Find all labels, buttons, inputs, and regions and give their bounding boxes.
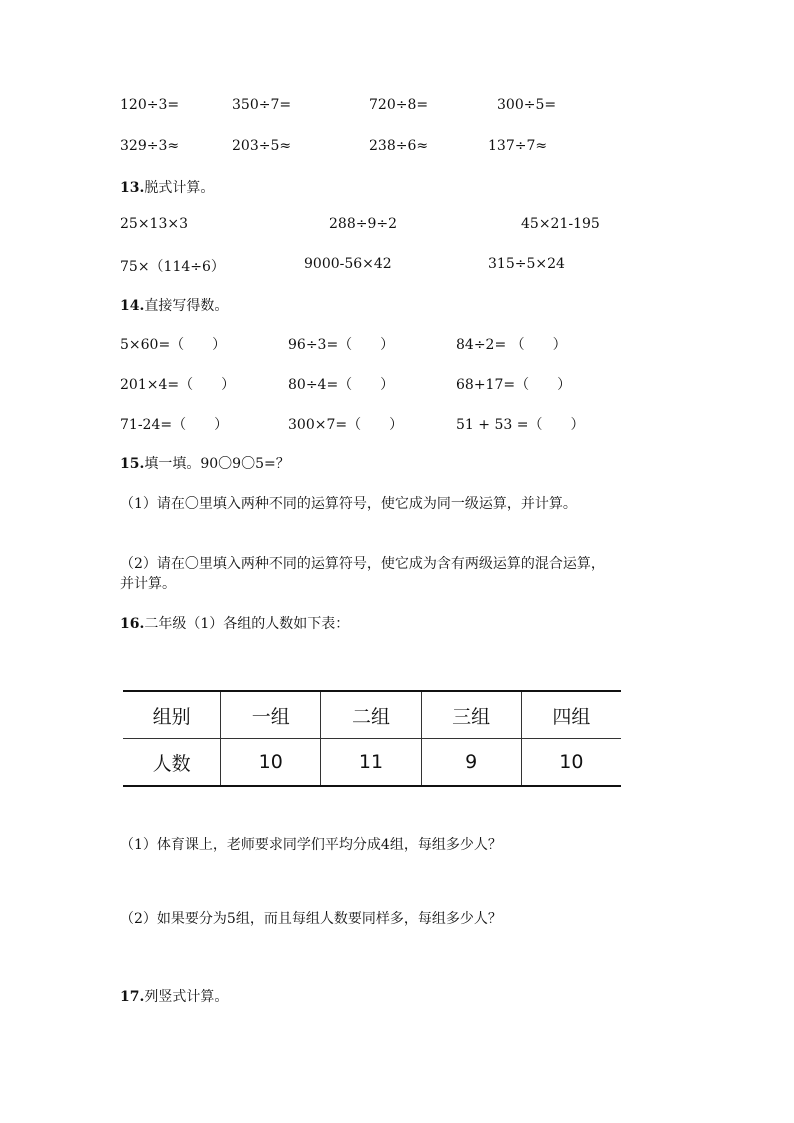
q14-row-1 [0,334,794,354]
question-title: 脱式计算。 [144,180,215,196]
question-title: 二年级（1）各组的人数如下表： [144,616,350,632]
table-header-cell: 二组 [321,691,421,739]
division-item: 238÷6≈ [369,138,429,154]
q15-subquestion-2-line-1: （2）请在〇里填入两种不同的运算符号，使它成为含有两级运算的混合运算， [120,556,605,572]
question-title: 直接写得数。 [144,298,229,314]
q16-subquestion-2: （2）如果要分为5组，而且每组人数要同样多，每组多少人？ [120,911,502,927]
question-number: 15. [120,456,145,472]
question-title: 填一填。90〇9〇5=？ [144,456,290,472]
answer-blank-item: 84÷2= （ ） [456,337,567,353]
answer-blank-item: 5×60=（ ） [120,337,227,353]
expression: 315÷5×24 [488,256,565,272]
group-count-table [123,690,621,787]
answer-blank-item: 300×7=（ ） [288,417,404,433]
question-number: 14. [120,298,145,314]
division-row-2 [0,138,794,158]
question-15-heading [120,453,290,473]
expression: 25×13×3 [120,216,188,232]
table-header-cell: 一组 [221,691,321,739]
expression: 288÷9÷2 [329,216,397,232]
answer-blank-item: 96÷3=（ ） [288,337,395,353]
q15-subquestion-1: （1）请在〇里填入两种不同的运算符号，使它成为同一级运算，并计算。 [120,496,577,512]
table-header-row [123,691,621,739]
division-item: 203÷5≈ [232,138,292,154]
table-cell: 10 [521,739,621,787]
answer-blank-item: 51 + 53 =（ ） [456,417,585,433]
division-item: 300÷5= [497,97,557,113]
division-item: 350÷7= [232,97,292,113]
division-item: 137÷7≈ [488,138,548,154]
q13-row-1 [0,216,794,236]
expression: 45×21-195 [521,216,600,232]
question-13-heading [120,177,214,197]
answer-blank-item: 71-24=（ ） [120,417,229,433]
q14-row-3 [0,414,794,434]
table-cell: 人数 [123,739,221,787]
table-header-cell: 组别 [123,691,221,739]
q13-row-2 [0,256,794,276]
answer-blank-item: 80÷4=（ ） [288,377,395,393]
question-17-heading [120,986,228,1006]
table-cell: 10 [221,739,321,787]
q14-row-2 [0,374,794,394]
table-header-cell: 四组 [521,691,621,739]
expression: 9000-56×42 [304,256,392,272]
division-item: 720÷8= [369,97,429,113]
table-header-cell: 三组 [421,691,521,739]
division-row-1 [0,97,794,117]
answer-blank-item: 68+17=（ ） [456,377,572,393]
expression: 75×（114÷6） [120,259,225,275]
table-cell: 9 [421,739,521,787]
question-16-heading [120,613,349,633]
table-row [123,739,621,787]
q16-subquestion-1: （1）体育课上，老师要求同学们平均分成4组，每组多少人？ [120,837,502,853]
answer-blank-item: 201×4=（ ） [120,377,236,393]
question-number: 13. [120,180,145,196]
division-item: 329÷3≈ [120,138,180,154]
table-cell: 11 [321,739,421,787]
question-number: 17. [120,989,145,1005]
division-item: 120÷3= [120,97,180,113]
question-title: 列竖式计算。 [144,989,229,1005]
q15-subquestion-2-line-2: 并计算。 [120,576,176,592]
question-14-heading [120,295,228,315]
question-number: 16. [120,616,145,632]
